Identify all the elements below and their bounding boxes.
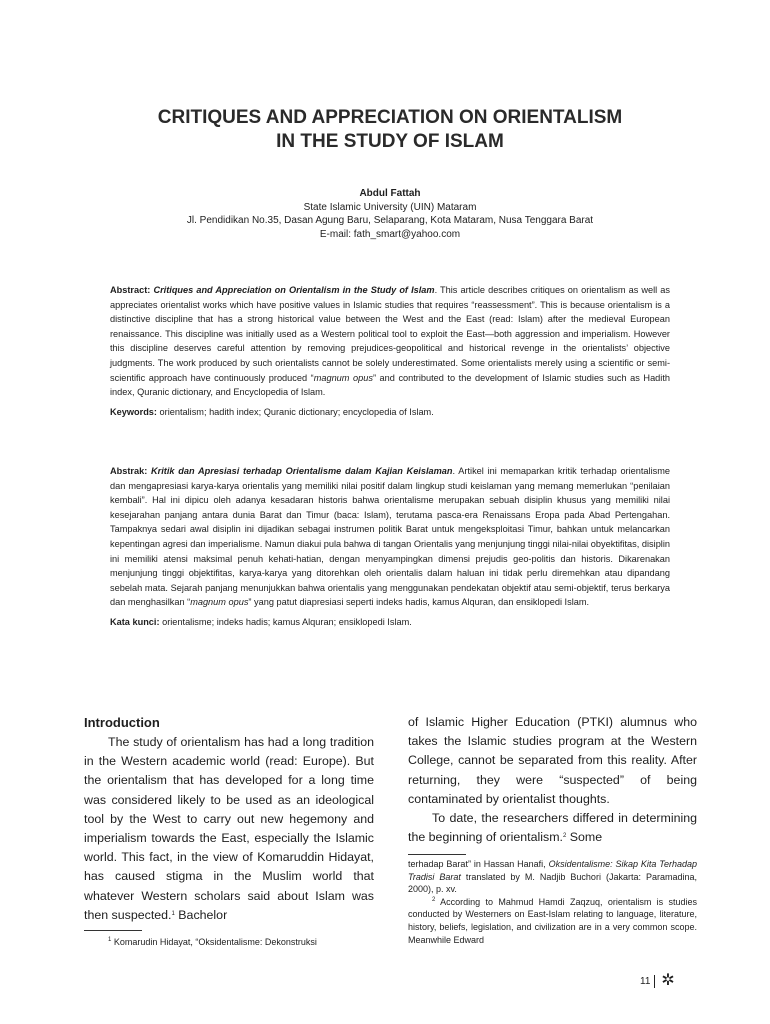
- author-name: Abdul Fattah: [359, 188, 421, 199]
- footnotes-right: [408, 858, 697, 946]
- footnote-1-cont-a: terhadap Barat” in Hassan Hanafi,: [408, 859, 549, 869]
- footnote-1-number: 1: [108, 937, 112, 943]
- footnote-ref-2[interactable]: 2: [562, 833, 567, 840]
- intro-paragraph-1: [84, 733, 374, 925]
- footnote-1-cont-b: translated by M. Nadjib Buchori (Jakarta: Paramadina, 2000), p. xv.: [408, 871, 697, 895]
- abstract-english-paragraph: [110, 283, 670, 400]
- abstract-label: Abstract:: [110, 285, 151, 295]
- body-column-right: [408, 713, 697, 847]
- article-title: [90, 106, 690, 154]
- section-heading-introduction: Introduction: [84, 715, 160, 730]
- footnote-divider-left: [84, 930, 142, 931]
- author-email: E-mail: fath_smart@yahoo.com: [319, 228, 461, 240]
- abstrak-body-end: ” yang patut diapresiasi seperti indeks hadis, kamus Alquran, dan ensiklopedi Islam.: [248, 597, 590, 608]
- page-number: 11: [640, 975, 651, 987]
- footnotes-left: [84, 936, 374, 949]
- footnote-1-text: Komarudin Hidayat, “Oksidentalisme: Dekonstruksi: [111, 937, 317, 947]
- kata-kunci: [110, 615, 670, 630]
- footnote-2: [408, 896, 697, 946]
- kata-kunci-label: Kata kunci:: [110, 616, 160, 627]
- kata-kunci-text: orientalisme; indeks hadis; kamus Alquran; ensiklopedi Islam.: [159, 616, 412, 627]
- author-affiliation: State Islamic University (UIN) Mataram: [303, 201, 477, 213]
- footnote-1-cited-title: Oksidentalisme: Sikap Kita Terhadap Tradisi Barat: [408, 859, 697, 882]
- page-number-divider: [654, 975, 655, 988]
- abstrak-article-title: Kritik dan Apresiasi terhadap Orientalisme dalam Kajian Keislaman: [151, 466, 453, 476]
- footnote-ref-1[interactable]: 1: [171, 910, 175, 917]
- author-address: Jl. Pendidikan No.35, Dasan Agung Baru, Selaparang, Kota Mataram, Nusa Tenggara Barat: [186, 215, 594, 226]
- abstrak-body: . Artikel ini memaparkan kritik terhadap orientalisme dan mengapresiasi karya-karya orientalis yang memiliki nilai positif dalam lingkup studi keislaman yang memang memerlukan “penilaian kembali”. Hal ini dipicu oleh adanya kesadaran historis bahwa orientalisme merupakan sebuah disiplin khusus yang memiliki nilai kesejarahan panjang antara dunia Barat dan Timur (baca: Islam), terutama pasca-era Renaissans Eropa pada Abad Pertengahan. Tampaknya sedari awal disiplin ini dijadikan sebagai instrumen politik Barat untuk mengeksploitasi Timur, bahkan untuk melancarkan kepentingan agresi dan imperialisme. Namun diakui pula bahwa di tangan Orientalis yang menjunjung tinggi nilai-nilai obyektifitas, disiplin ini memiliki atensi maksimal penuh kehati-hatian, dengan menyampingkan dimensi prejudis geo-politis dan historis. Dikarenakan menjunjung tinggi objektifitas, karya-karya yang ditorehkan oleh orientalis dalam haluan ini tidak perlu diremehkan atau dipandang sebelah mata. Sejarah panjang menunjukkan bahwa orientalis yang menggunakan pendekatan objektif atau semi-objektif, terus berkarya dan menghasilkan “: [110, 466, 670, 608]
- keywords-text: orientalism; hadith index; Quranic dictionary; encyclopedia of Islam.: [156, 406, 434, 417]
- page-footer: [640, 973, 675, 989]
- author-block: [90, 187, 690, 241]
- intro-paragraph-2-text: To date, the researchers differed in determining the beginning of orientalism.: [408, 811, 697, 845]
- footnote-2-number: 2: [432, 896, 436, 903]
- footnote-2-text: According to Mahmud Hamdi Zaqzuq, orientalism is studies conducted by Westerners on East-Islam relating to language, literature, history, beliefs, legislation, and civilization are in a very common scope. Meanwhile Edward: [408, 896, 697, 945]
- abstrak-paragraph: [110, 464, 670, 610]
- abstract-body: . This article describes critiques on orientalism as well as appreciates orientalist works which have positive values in Islamic studies that requires “reassessment”. This is because orientalism is a distinctive discipline that has a strong historical value between the West and the East (read: Islam) after the medieval European renaissance. This discipline was initially used as a Western political tool to exploit the East—both aggression and imperialism. However this discipline deserves careful attention by removing prejudices-geopolitical and historical revenge in the orientalists’ objective judgments. The work produced by such orientalists cannot be solely underestimated. Some orientalists merely using a scientific or semi-scientific approach have continuously produced “: [110, 285, 670, 383]
- keywords: [110, 405, 670, 420]
- article-title-line-2: IN THE STUDY OF ISLAM: [276, 131, 504, 152]
- abstrak-term: magnum opus: [190, 597, 249, 608]
- ornament-icon: ✲: [661, 972, 675, 989]
- abstract-english: [110, 283, 670, 419]
- intro-paragraph-2-end: Some: [566, 830, 603, 845]
- intro-paragraph-2: [408, 809, 697, 847]
- footnote-1: [84, 936, 374, 949]
- footnote-divider-right: [408, 854, 466, 855]
- abstract-body-end: ” and contributed to the development of Islamic studies such as Hadith index, Quranic dictionary, and Encyclopedia of Islam.: [110, 372, 670, 398]
- article-title-line-1: CRITIQUES AND APPRECIATION ON ORIENTALISM: [157, 107, 623, 128]
- abstract-article-title: Critiques and Appreciation on Orientalism in the Study of Islam: [153, 285, 435, 295]
- intro-paragraph-1-end: Bachelor: [174, 907, 228, 922]
- abstrak-label: Abstrak:: [110, 466, 148, 476]
- abstract-term: magnum opus: [313, 372, 373, 383]
- body-column-left: [84, 713, 374, 925]
- footnote-1-continued: [408, 858, 697, 896]
- intro-paragraph-1-text: The study of orientalism has had a long tradition in the Western academic world (read: Europe). But the orientalism that has developed for a long time was considered likely to be used as an ideological tool by the West to carry out new hegemony and imperialism towards the East, especially the Islamic world. This fact, in the view of Komaruddin Hidayat, has caused stigma in the Muslim world that whatever Western scholars said about Islam was then suspected.: [84, 735, 374, 922]
- keywords-label: Keywords:: [110, 406, 157, 417]
- intro-paragraph-1-continued: of Islamic Higher Education (PTKI) alumnus who takes the Islamic studies program at the Western College, cannot be separated from this reality. After returning, they were “suspected” of being contaminated by orientalist thoughts.: [408, 715, 697, 806]
- abstract-indonesian: [110, 464, 670, 630]
